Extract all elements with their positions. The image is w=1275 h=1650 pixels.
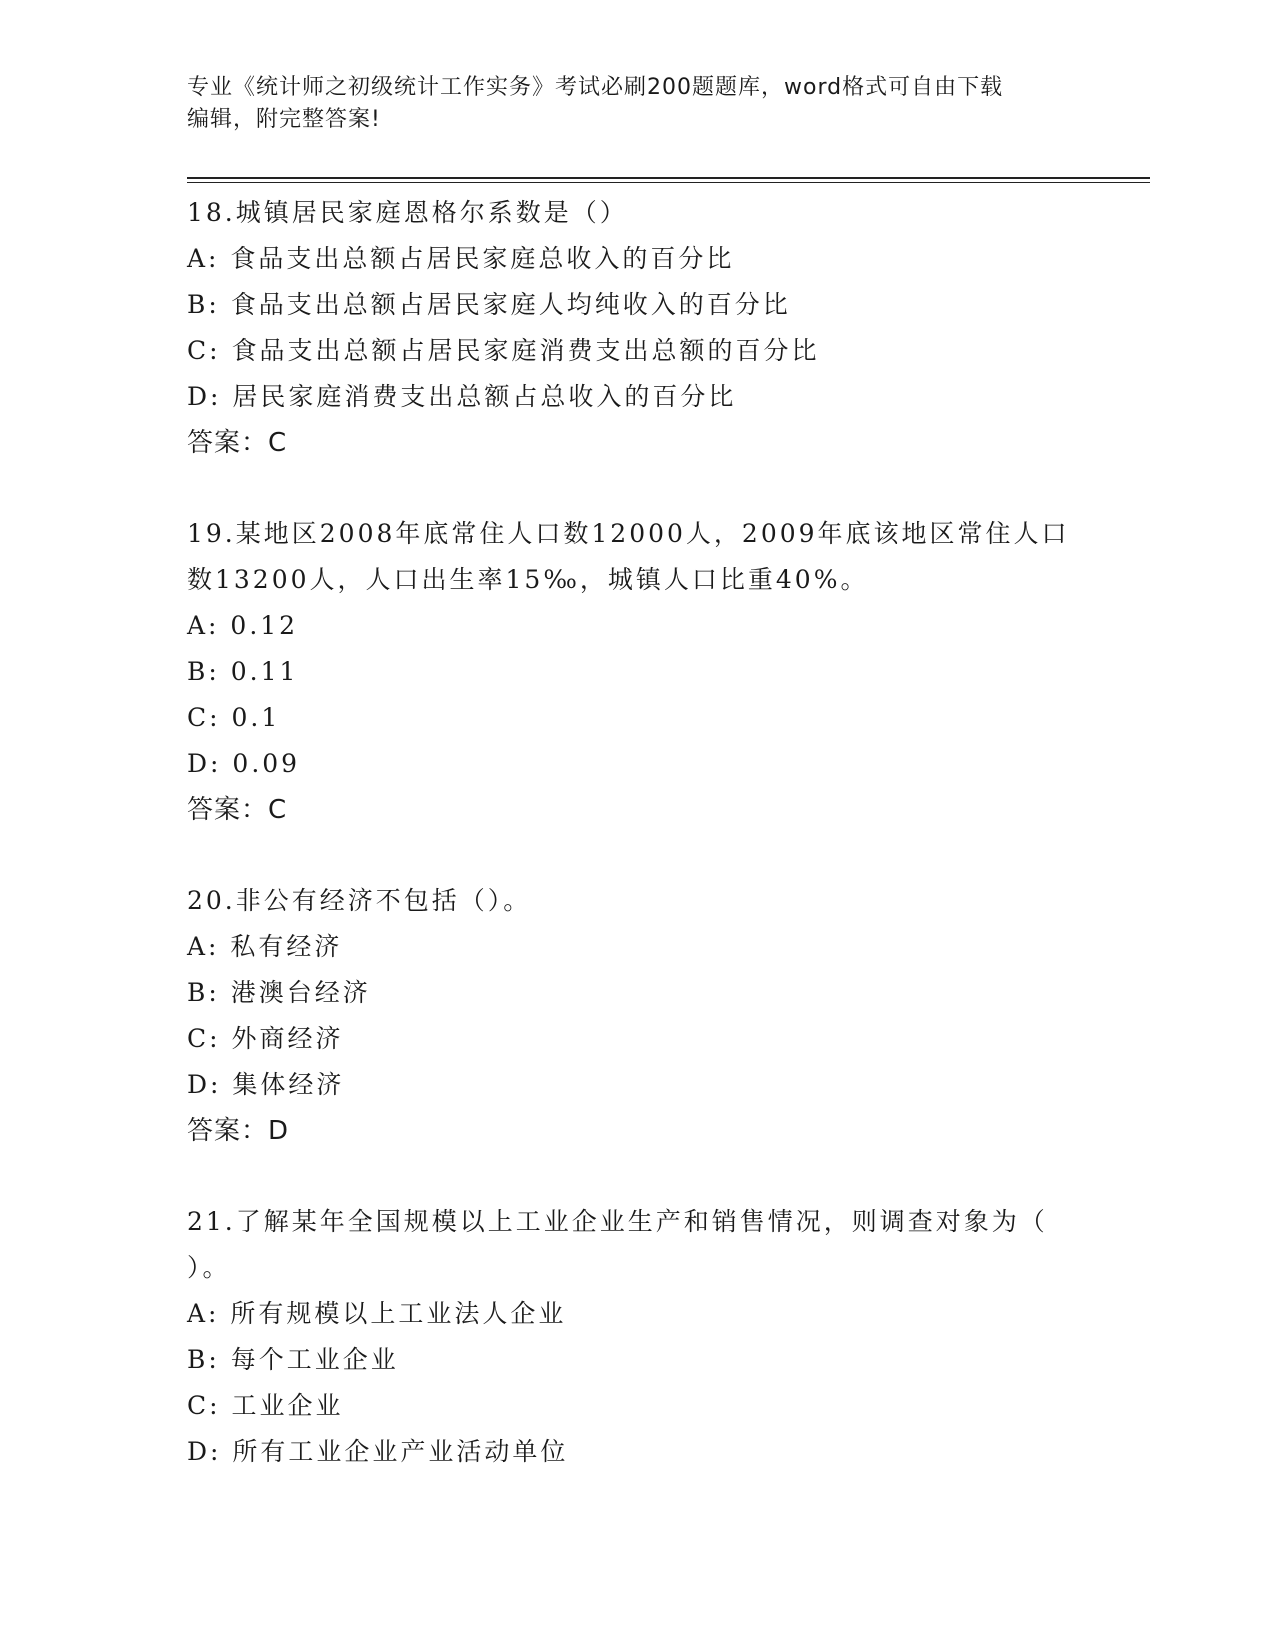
question-stem: 18.城镇居民家庭恩格尔系数是（）	[187, 198, 628, 227]
question-stem-line-2: 数13200人，人口出生率15‰，城镇人口比重40%。	[187, 565, 869, 594]
answer-line: 答案：D	[187, 1116, 290, 1146]
question-20	[187, 878, 1087, 1154]
option-d: D: 0.09	[187, 749, 301, 778]
question-21	[187, 1199, 1087, 1475]
option-a: A: 食品支出总额占居民家庭总收入的百分比	[187, 244, 735, 273]
document-header	[187, 72, 1087, 136]
option-b: B: 0.11	[187, 657, 299, 686]
option-b: B: 每个工业企业	[187, 1345, 399, 1374]
header-line-2: 编辑，附完整答案!	[187, 107, 381, 132]
question-stem-line-1: 19.某地区2008年底常住人口数12000人，2009年底该地区常住人口	[187, 519, 1070, 548]
option-d: D: 所有工业企业产业活动单位	[187, 1437, 569, 1466]
option-c: C: 0.1	[187, 703, 281, 732]
header-divider-thick	[187, 177, 1150, 179]
question-stem-line-2: ）。	[187, 1253, 231, 1282]
option-d: D: 居民家庭消费支出总额占总收入的百分比	[187, 382, 737, 411]
option-c: C: 外商经济	[187, 1024, 344, 1053]
option-b: B: 港澳台经济	[187, 978, 371, 1007]
question-stem-line-1: 21.了解某年全国规模以上工业企业生产和销售情况，则调查对象为（	[187, 1207, 1048, 1236]
option-c: C: 食品支出总额占居民家庭消费支出总额的百分比	[187, 336, 820, 365]
option-a: A: 私有经济	[187, 932, 343, 961]
header-line-1: 专业《统计师之初级统计工作实务》考试必刷200题题库，word格式可自由下载	[187, 75, 1004, 100]
question-18	[187, 190, 1087, 466]
option-b: B: 食品支出总额占居民家庭人均纯收入的百分比	[187, 290, 791, 319]
spacer	[187, 466, 1087, 511]
option-a: A: 所有规模以上工业法人企业	[187, 1299, 567, 1328]
spacer	[187, 1154, 1087, 1199]
question-list	[187, 190, 1087, 1475]
answer-line: 答案：C	[187, 795, 288, 825]
answer-line: 答案：C	[187, 428, 288, 458]
header-divider-thin	[187, 182, 1150, 183]
question-19	[187, 511, 1087, 833]
option-a: A: 0.12	[187, 611, 299, 640]
option-d: D: 集体经济	[187, 1070, 345, 1099]
spacer	[187, 833, 1087, 878]
question-stem: 20.非公有经济不包括（）。	[187, 886, 532, 915]
option-c: C: 工业企业	[187, 1391, 344, 1420]
